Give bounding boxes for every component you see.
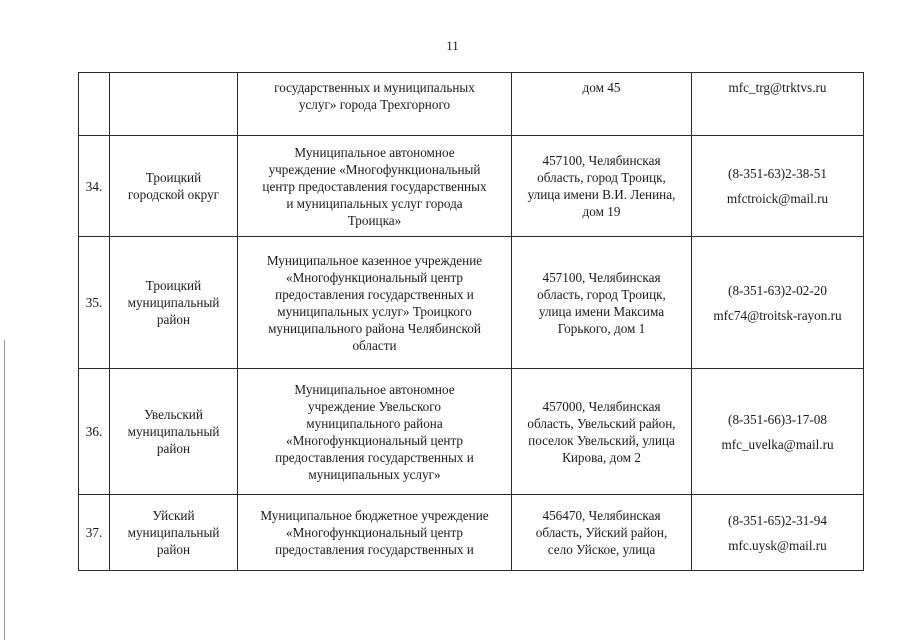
phone: (8-351-63)2-38-51: [728, 166, 827, 181]
text-line: услуг» города Трехгорного: [298, 97, 451, 112]
address-cell: [512, 73, 692, 136]
text-line: центр предоставления государственных: [262, 178, 487, 194]
email: mfctroick@mail.ru: [726, 191, 829, 206]
email: mfc_trg@trktvs.ru: [728, 80, 827, 95]
organization-cell: [238, 495, 512, 571]
text-line: Кирова, дом 2: [562, 449, 641, 465]
contacts-cell: [692, 369, 864, 495]
text-line: «Многофункциональный центр: [285, 269, 463, 285]
organization-cell: [238, 237, 512, 369]
text-line: муниципальных услуг»: [308, 466, 441, 482]
text-line: 457100, Челябинская: [542, 153, 661, 168]
text-line: предоставления государственных и: [275, 449, 474, 465]
text-line: муниципального района: [306, 415, 443, 431]
organization-cell: [238, 369, 512, 495]
text-line: муниципальный: [127, 295, 220, 310]
text-line: улица имени В.И. Ленина,: [527, 187, 676, 202]
text-line: 456470, Челябинская: [542, 508, 661, 523]
scan-margin-line: [4, 340, 5, 640]
text-line: муниципального района Челябинской: [268, 320, 481, 336]
table-row-continuation: [79, 73, 864, 136]
text-line: учреждение «Многофункциональный: [268, 161, 481, 177]
contacts-cell: [692, 495, 864, 571]
row-number: 36.: [79, 369, 110, 495]
email: mfc74@troitsk-rayon.ru: [713, 307, 842, 323]
text-line: улица имени Максима: [538, 303, 665, 319]
phone: (8-351-65)2-31-94: [728, 512, 827, 528]
text-line: предоставления государственных и: [275, 542, 474, 557]
text-line: Троицкий: [145, 278, 202, 293]
text-line: область, Увельский район,: [527, 415, 676, 431]
text-line: и муниципальных услуг города: [286, 195, 463, 211]
text-line: Муниципальное автономное: [294, 144, 455, 160]
text-line: муниципальных услуг» Троицкого: [277, 303, 472, 319]
contacts-cell: [692, 237, 864, 369]
text-line: район: [156, 312, 191, 327]
text-line: село Уйское, улица: [547, 542, 656, 557]
text-line: 457100, Челябинская: [542, 269, 661, 285]
address-cell: [512, 237, 692, 369]
table-row: [79, 237, 864, 369]
phone: (8-351-63)2-02-20: [728, 282, 827, 298]
text-line: Муниципальное казенное учреждение: [266, 252, 483, 268]
district-cell: [110, 495, 238, 571]
text-line: область, город Троицк,: [537, 286, 666, 302]
text-line: район: [156, 441, 191, 456]
address-cell: [512, 136, 692, 237]
text-line: поселок Увельский, улица: [528, 432, 675, 448]
text-line: дом 45: [582, 80, 621, 95]
text-line: городской округ: [127, 187, 220, 202]
address-cell: [512, 495, 692, 571]
table-row: [79, 136, 864, 237]
row-number: 37.: [79, 495, 110, 571]
text-line: «Многофункциональный центр: [285, 432, 463, 448]
row-number: 34.: [79, 136, 110, 237]
district-cell: [110, 369, 238, 495]
text-line: «Многофункциональный центр: [285, 525, 463, 540]
text-line: область, город Троицк,: [537, 170, 666, 185]
text-line: район: [156, 542, 191, 557]
text-line: Троицкий: [145, 170, 202, 185]
contacts-cell: [692, 136, 864, 237]
mfc-registry-table: [78, 72, 864, 571]
text-line: Горького, дом 1: [557, 320, 646, 336]
text-line: области: [352, 337, 397, 353]
email: mfc_uvelka@mail.ru: [721, 436, 834, 452]
text-line: 457000, Челябинская: [542, 398, 661, 414]
text-line: Увельский: [144, 407, 203, 422]
address-cell: [512, 369, 692, 495]
text-line: Муниципальное автономное: [294, 381, 455, 397]
phone: (8-351-66)3-17-08: [728, 411, 827, 427]
row-number: [79, 73, 110, 136]
table-row: [79, 495, 864, 571]
organization-cell: [238, 73, 512, 136]
district-cell: [110, 73, 238, 136]
text-line: дом 19: [582, 204, 621, 219]
text-line: область, Уйский район,: [535, 525, 668, 540]
text-line: предоставления государственных и: [275, 286, 474, 302]
text-line: учреждение Увельского: [308, 398, 441, 414]
text-line: муниципальный: [127, 424, 220, 439]
district-cell: [110, 237, 238, 369]
email: mfc.uysk@mail.ru: [728, 537, 827, 553]
table-row: [79, 369, 864, 495]
text-line: государственных и муниципальных: [274, 80, 475, 95]
page-number: 11: [446, 38, 459, 53]
text-line: Уйский: [152, 508, 195, 523]
text-line: Троицка»: [347, 212, 402, 228]
text-line: Муниципальное бюджетное учреждение: [260, 508, 489, 523]
row-number: 35.: [79, 237, 110, 369]
organization-cell: [238, 136, 512, 237]
contacts-cell: [692, 73, 864, 136]
district-cell: [110, 136, 238, 237]
text-line: муниципальный: [127, 525, 220, 540]
